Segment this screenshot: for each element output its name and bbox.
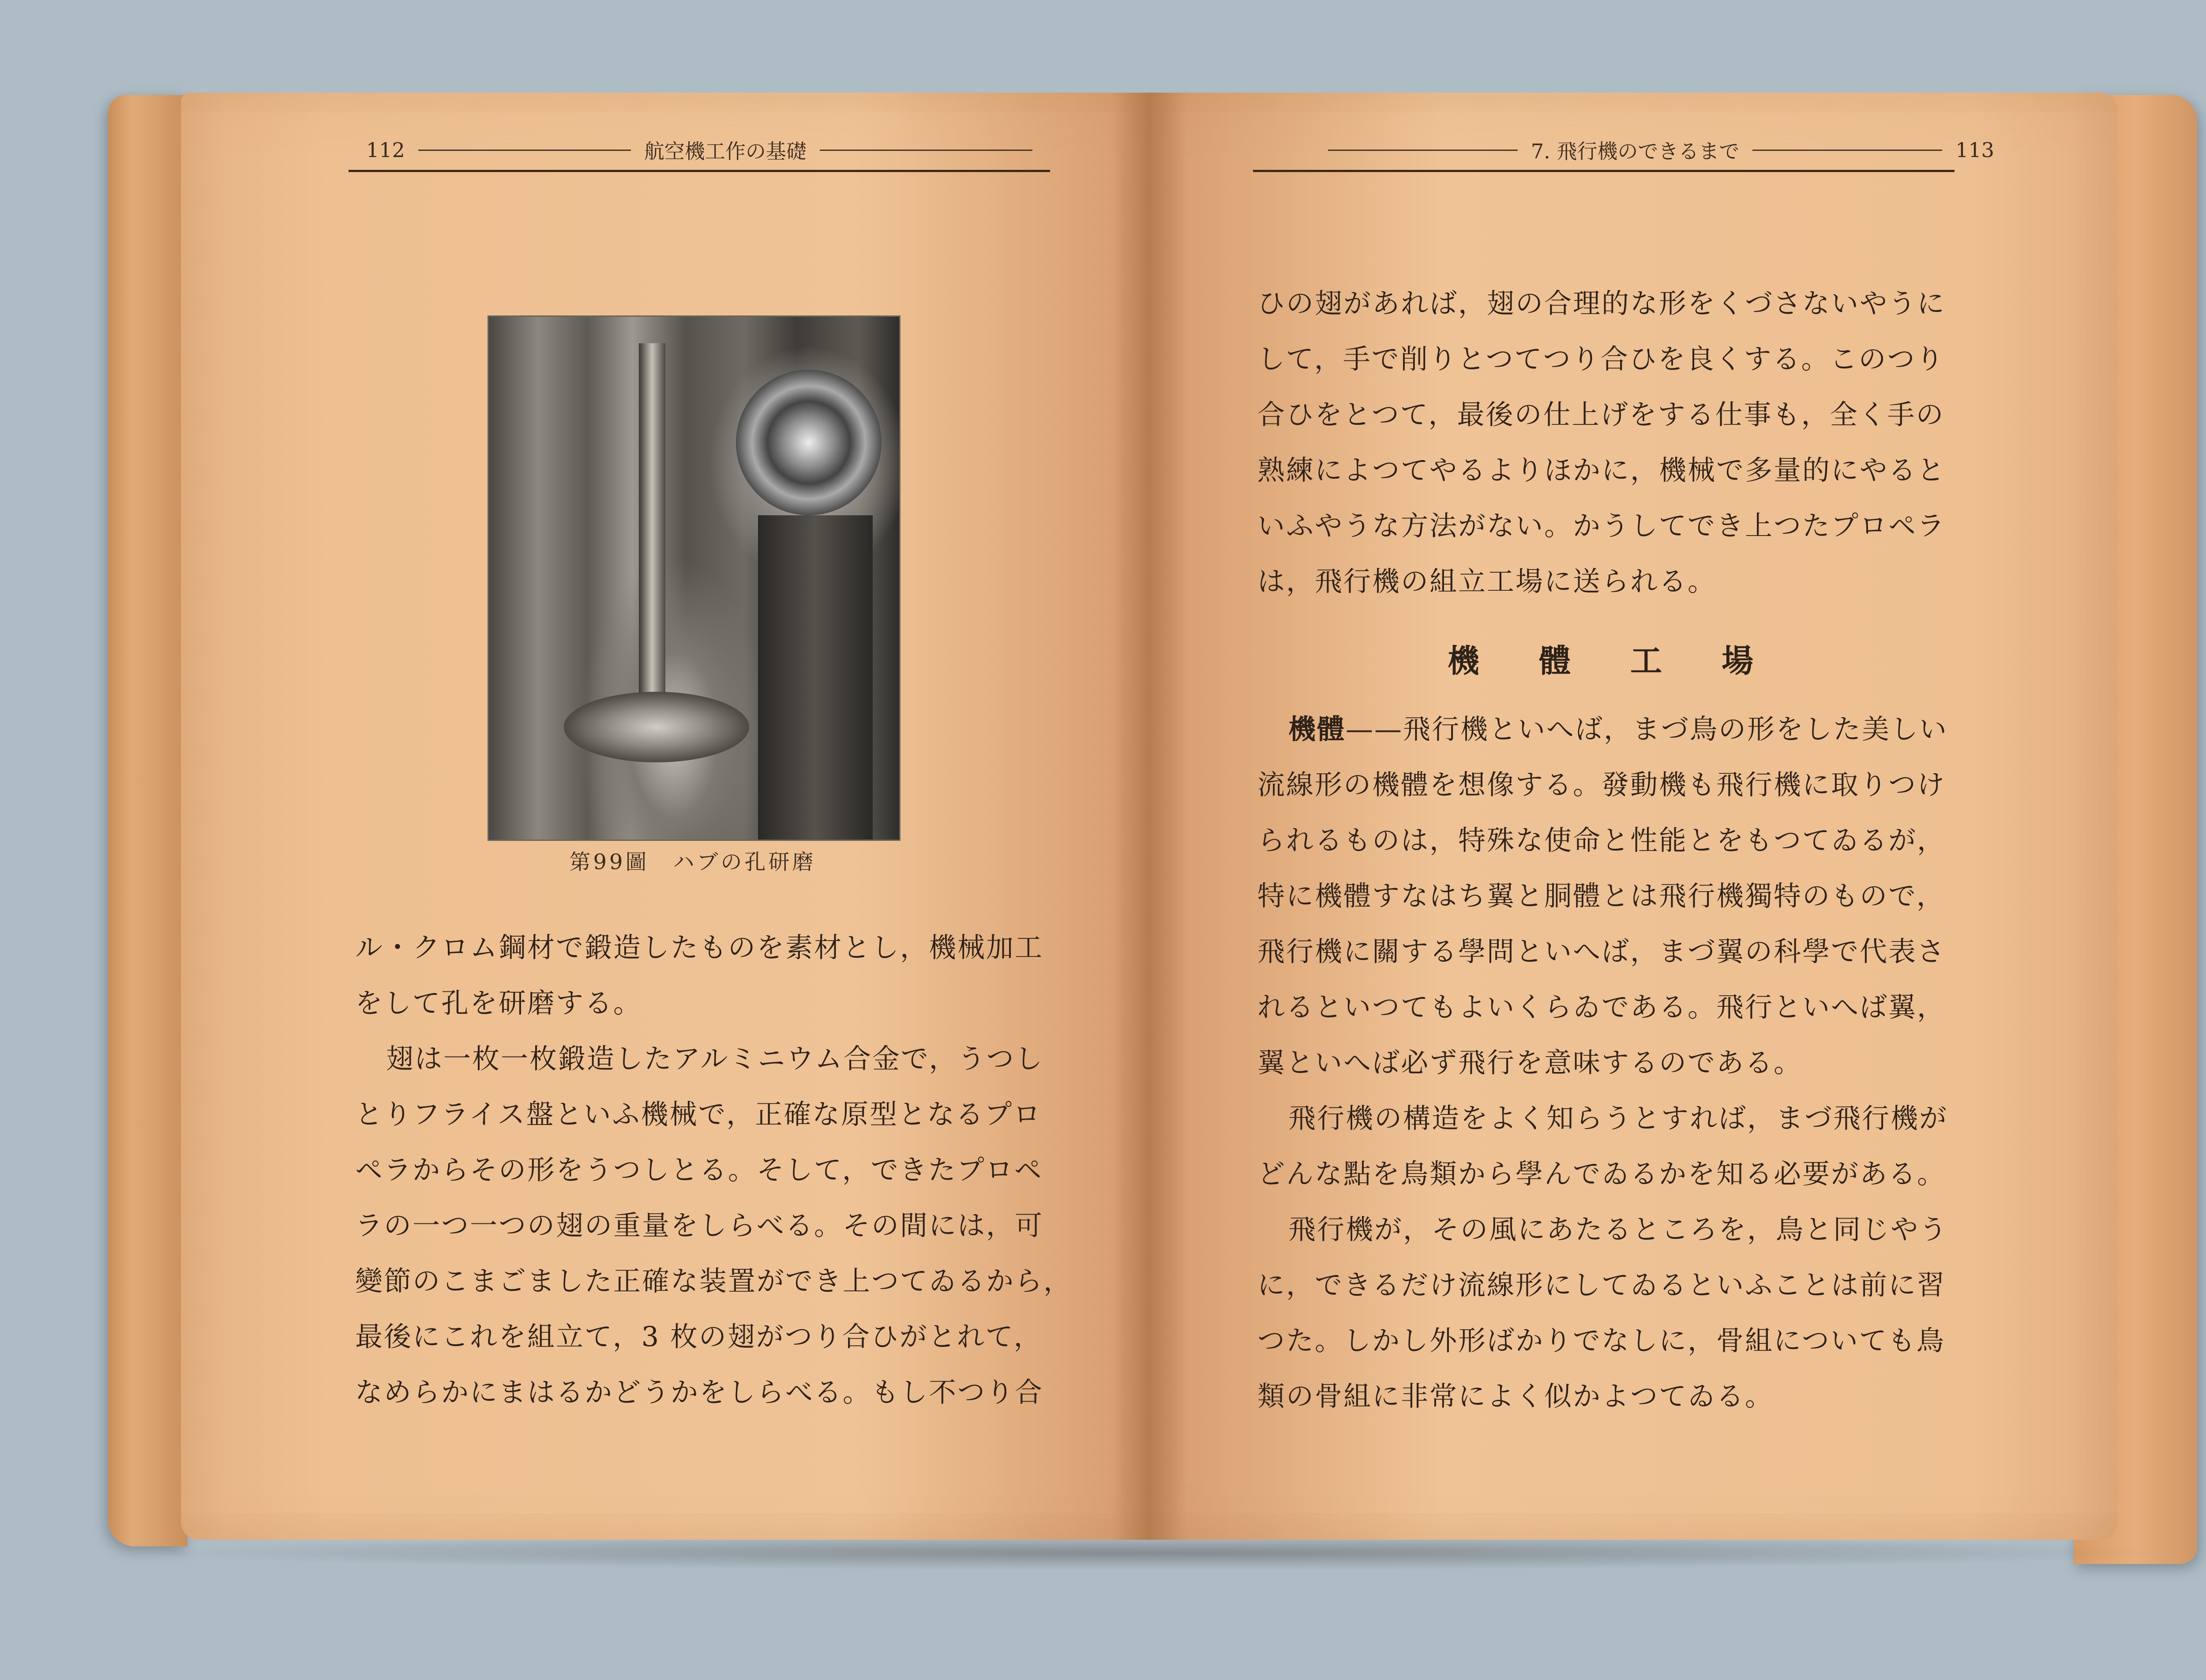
text-line: 飛行機に關する學問といへば，まづ翼の科學で代表さ — [1257, 935, 1946, 968]
right-body-text-top — [1257, 276, 1968, 609]
text-line: 翅は一枚一枚鍛造したアルミニウム合金で，うつし — [386, 1042, 1044, 1075]
text-line: いふやうな方法がない。かうしてでき上つたプロペラ — [1257, 510, 1946, 542]
text-line: 流線形の機體を想像する。發動機も飛行機に取りつけ — [1257, 769, 1946, 801]
text-line: つた。しかし外形ばかりでなしに，骨組についても鳥 — [1257, 1324, 1945, 1357]
term-line — [1257, 701, 1968, 757]
text-line: をして孔を研磨する。 — [355, 987, 642, 1019]
left-header-rule — [349, 170, 1050, 172]
head-dash-rule — [820, 150, 1032, 151]
text-line: 變節のこまごました正確な装置ができ上つてゐるから， — [355, 1265, 1073, 1297]
right-running-head — [1315, 132, 1994, 168]
left-running-title: 航空機工作の基礎 — [644, 139, 807, 163]
photo-machine-base — [564, 692, 749, 762]
text-line: 飛行機の構造をよく知らうとすれば，まづ飛行機が — [1288, 1102, 1948, 1134]
bold-term: 機體 — [1288, 713, 1346, 745]
text-line: ル・クロム鋼材で鍛造したものを素材とし，機械加工 — [355, 931, 1044, 964]
text-line: ひの翅があれば，翅の合理的な形をくづさないやうに — [1257, 287, 1946, 319]
book-shadow — [132, 1535, 2184, 1571]
photo-grinding-wheel — [736, 370, 882, 515]
text-line: 類の骨組に非常によく似かよつてゐる。 — [1257, 1380, 1774, 1412]
text-line: 翼といへば必ず飛行を意味するのである。 — [1257, 1046, 1803, 1079]
right-body-text-bottom — [1257, 701, 1968, 1424]
left-running-head — [366, 132, 1046, 168]
right-header-rule — [1253, 170, 1955, 172]
photo-machine-shaft — [639, 343, 665, 740]
text-line: して，手で削りとつてつり合ひを良くする。このつり — [1257, 343, 1945, 375]
text-line: 飛行機が，その風にあたるところを，鳥と同じやう — [1288, 1213, 1948, 1245]
text-line: に，できるだけ流線形にしてゐるといふことは前に習 — [1257, 1269, 1946, 1301]
right-running-title: 7. 飛行機のできるまで — [1531, 139, 1740, 163]
right-page-number: 113 — [1955, 138, 1995, 162]
text-line: どんな點を鳥類から學んでゐるかを知る必要がある。 — [1257, 1158, 1946, 1190]
text-line: は，飛行機の組立工場に送られる。 — [1257, 565, 1717, 597]
text-line: 熟練によつてやるよりほかに，機械で多量的にやると — [1257, 454, 1946, 486]
figure-caption: 第99圖 ハブの孔研磨 — [569, 850, 816, 874]
left-page-edges — [108, 95, 188, 1546]
head-dash-rule — [1328, 150, 1518, 151]
left-page-number: 112 — [366, 138, 405, 162]
text-line: られるものは，特殊な使命と性能とをもつてゐるが， — [1257, 824, 1946, 856]
photo-machine-column — [758, 515, 873, 840]
text-line: れるといつてもよいくらゐである。飛行といへば翼， — [1257, 991, 1946, 1023]
text-line: 最後にこれを組立て，3 枚の翅がつり合ひがとれて， — [355, 1320, 1043, 1353]
left-body-text — [355, 920, 1073, 1420]
text-line: ラの一つ一つの翅の重量をしらべる。その間には，可 — [355, 1209, 1044, 1241]
text-line: とりフライス盤といふ機械で，正確な原型となるプロ — [355, 1098, 1042, 1130]
text-line: 合ひをとつて，最後の仕上げをする仕事も，全く手の — [1257, 398, 1945, 431]
head-dash-rule — [418, 150, 631, 151]
text-line: ペラからその形をうつしとる。そして，できたプロペ — [355, 1154, 1043, 1186]
head-dash-rule — [1752, 150, 1942, 151]
term-line-rest: ——飛行機といへば，まづ鳥の形をした美しい — [1346, 713, 1948, 745]
text-line: 特に機體すなはち翼と胴體とは飛行機獨特のもので， — [1257, 880, 1945, 912]
section-title: 機 體 工 場 — [1447, 642, 1778, 679]
text-line: なめらかにまはるかどうかをしらべる。もし不つり合 — [355, 1376, 1044, 1408]
figure-photo-hub-grinding — [488, 315, 900, 841]
